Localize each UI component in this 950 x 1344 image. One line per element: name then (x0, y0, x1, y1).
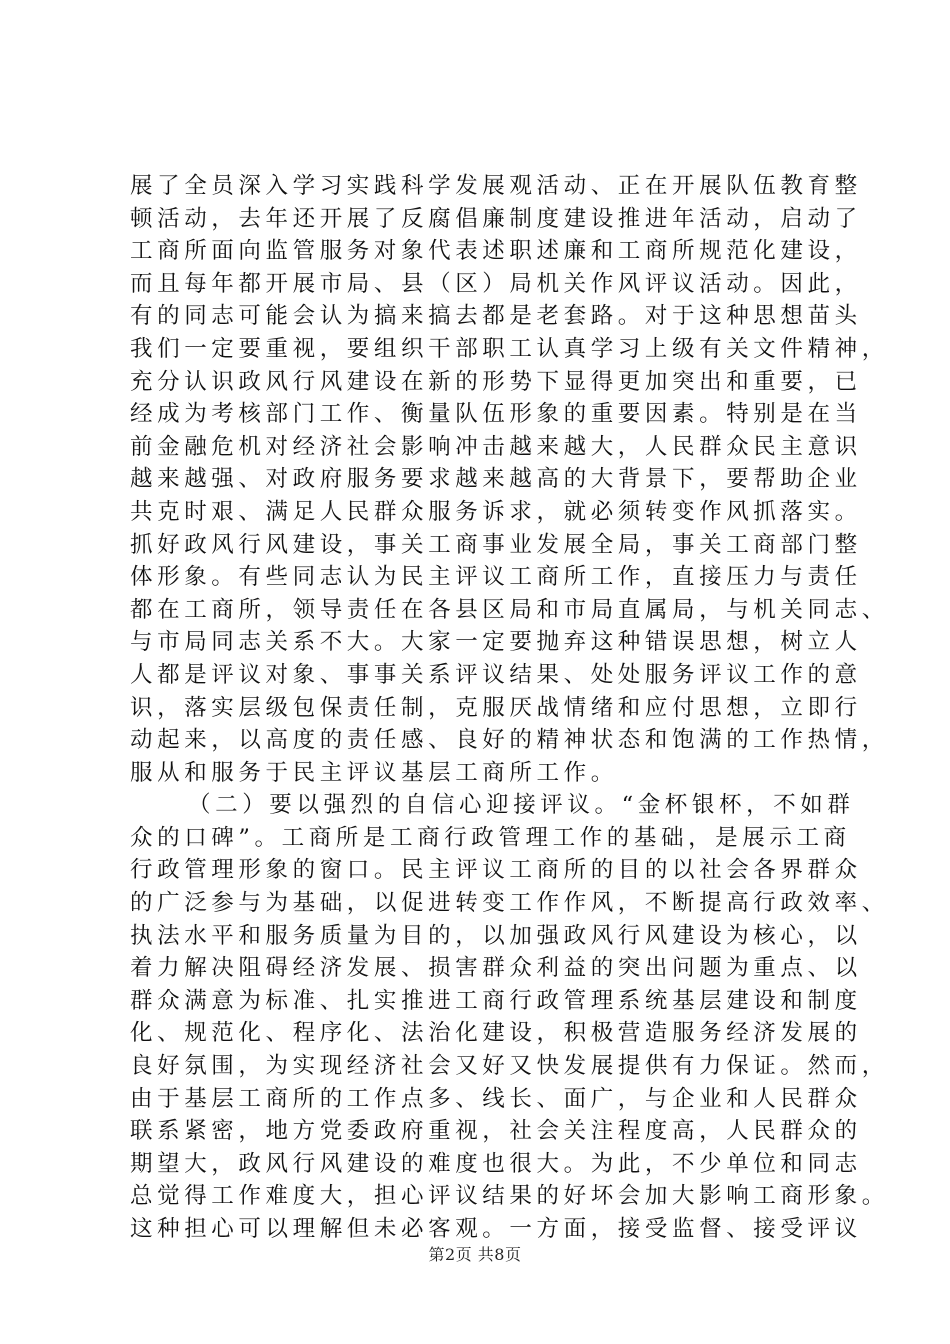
text-line: 前金融危机对经济社会影响冲击越来越大，人民群众民主意识 (130, 433, 862, 460)
text-line: 都在工商所，领导责任在各县区局和市局直属局，与机关同志、 (130, 596, 889, 623)
body-text (130, 170, 889, 1246)
text-line: 充分认识政风行风建设在新的形势下显得更加突出和重要，已 (130, 368, 862, 395)
text-line: 众的口碑”。工商所是工商行政管理工作的基础，是展示工商 (130, 824, 851, 851)
text-line: 的广泛参与为基础，以促进转变工作作风，不断提高行政效率、 (130, 890, 889, 917)
page-number-footer: 第2页 共8页 (428, 1245, 522, 1264)
text-line: 共克时艰、满足人民群众服务诉求，就必须转变作风抓落实。 (130, 498, 862, 525)
text-line: 联系紧密，地方党委政府重视，社会关注程度高，人民群众的 (130, 1118, 862, 1145)
text-line: 化、规范化、程序化、法治化建设，积极营造服务经济发展的 (130, 1020, 862, 1047)
paragraph-start-line: （二）要以强烈的自信心迎接评议。“金杯银杯，不如群 (188, 792, 855, 819)
text-line: 体形象。有些同志认为民主评议工商所工作，直接压力与责任 (130, 564, 862, 591)
text-line: 经成为考核部门工作、衡量队伍形象的重要因素。特别是在当 (130, 401, 862, 428)
text-line: 越来越强、对政府服务要求越来越高的大背景下，要帮助企业 (130, 466, 862, 493)
text-line: 而且每年都开展市局、县（区）局机关作风评议活动。因此， (130, 270, 862, 297)
text-line: 抓好政风行风建设，事关工商事业发展全局，事关工商部门整 (130, 531, 862, 558)
text-line: 与市局同志关系不大。大家一定要抛弃这种错误思想，树立人 (130, 629, 862, 656)
text-line: 期望大，政风行风建设的难度也很大。为此，不少单位和同志 (130, 1150, 862, 1177)
text-line: 工商所面向监管服务对象代表述职述廉和工商所规范化建设， (130, 238, 862, 265)
text-line: 执法水平和服务质量为目的，以加强政风行风建设为核心，以 (130, 922, 862, 949)
text-line: 群众满意为标准、扎实推进工商行政管理系统基层建设和制度 (130, 987, 862, 1014)
text-line: 我们一定要重视，要组织干部职工认真学习上级有关文件精神， (130, 335, 889, 362)
text-line: 展了全员深入学习实践科学发展观活动、正在开展队伍教育整 (130, 173, 862, 199)
text-line: 总觉得工作难度大，担心评议结果的好坏会加大影响工商形象。 (130, 1183, 889, 1210)
text-line: 人都是评议对象、事事关系评议结果、处处服务评议工作的意 (130, 661, 862, 688)
text-line: 这种担心可以理解但未必客观。一方面，接受监督、接受评议 (130, 1216, 862, 1242)
text-line: 良好氛围，为实现经济社会又好又快发展提供有力保证。然而， (130, 1053, 889, 1080)
text-line: 由于基层工商所的工作点多、线长、面广，与企业和人民群众 (130, 1085, 862, 1112)
text-line: 行政管理形象的窗口。民主评议工商所的目的以社会各界群众 (130, 857, 862, 884)
text-line: 动起来，以高度的责任感、良好的精神状态和饱满的工作热情， (130, 727, 889, 754)
text-line: 顿活动，去年还开展了反腐倡廉制度建设推进年活动，启动了 (130, 205, 862, 232)
text-line: 着力解决阻碍经济发展、损害群众利益的突出问题为重点、以 (130, 955, 862, 982)
text-line: 服从和服务于民主评议基层工商所工作。 (130, 759, 618, 786)
text-line: 识，落实层级包保责任制，克服厌战情绪和应付思想，立即行 (130, 694, 862, 721)
text-line: 有的同志可能会认为搞来搞去都是老套路。对于这种思想苗头 (130, 303, 862, 330)
